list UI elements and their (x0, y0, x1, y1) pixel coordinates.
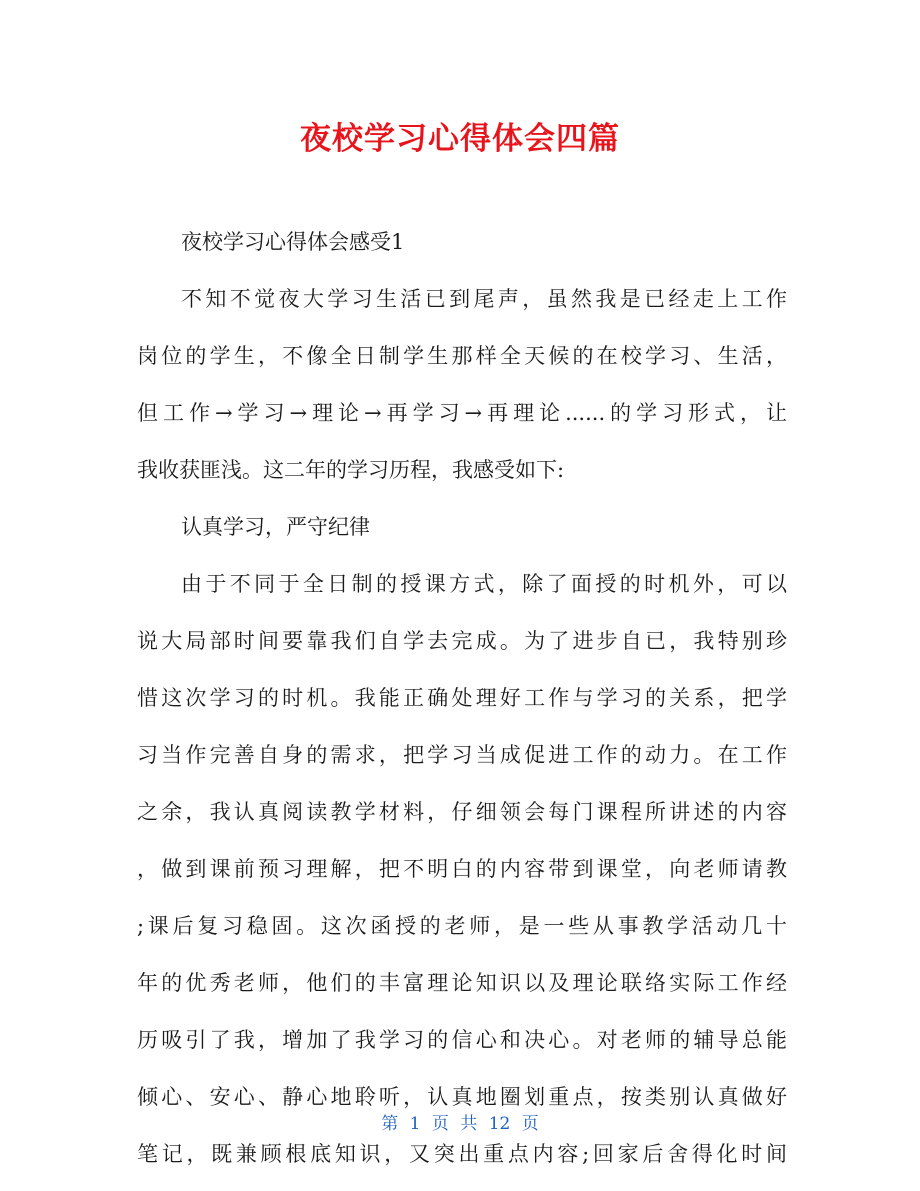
paragraph-line: 习当作完善自身的需求，把学习当成促进工作的动力。在工作 (137, 743, 787, 767)
paragraph-line: 说大局部时间要靠我们自学去完成。为了进步自已，我特别珍 (137, 629, 787, 653)
page-number-footer: 第 1 页 共 12 页 (381, 1114, 539, 1134)
paragraph-line: 惜这次学习的时机。我能正确处理好工作与学习的关系，把学 (137, 686, 787, 710)
document-body (137, 214, 787, 1183)
paragraph-line: 年的优秀老师，他们的丰富理论知识以及理论联络实际工作经 (137, 971, 787, 995)
section-heading: 认真学习，严守纪律 (181, 515, 370, 539)
section-heading: 夜校学习心得体会感受1 (181, 230, 405, 254)
paragraph-line: 我收获匪浅。这二年的学习历程，我感受如下: (137, 458, 565, 482)
paragraph-line: 倾心、安心、静心地聆听，认真地圈划重点，按类别认真做好 (137, 1085, 787, 1109)
paragraph-line: 由于不同于全日制的授课方式，除了面授的时机外，可以 (181, 572, 787, 596)
document-title: 夜校学习心得体会四篇 (300, 121, 620, 157)
paragraph-line: 不知不觉夜大学习生活已到尾声，虽然我是已经走上工作 (181, 287, 787, 311)
paragraph-line: 历吸引了我，增加了我学习的信心和决心。对老师的辅导总能 (137, 1028, 787, 1052)
paragraph-line: 岗位的学生，不像全日制学生那样全天候的在校学习、生活， (137, 344, 787, 368)
paragraph-line: 之余，我认真阅读教学材料，仔细领会每门课程所讲述的内容 (137, 800, 787, 824)
paragraph-line: ;课后复习稳固。这次函授的老师，是一些从事教学活动几十 (137, 914, 787, 938)
paragraph-line: 笔记，既兼顾根底知识，又突出重点内容;回家后舍得化时间 (137, 1142, 787, 1166)
paragraph-line: ，做到课前预习理解，把不明白的内容带到课堂，向老师请教 (137, 857, 787, 881)
paragraph-line: 但工作→学习→理论→再学习→再理论......的学习形式，让 (137, 401, 787, 425)
